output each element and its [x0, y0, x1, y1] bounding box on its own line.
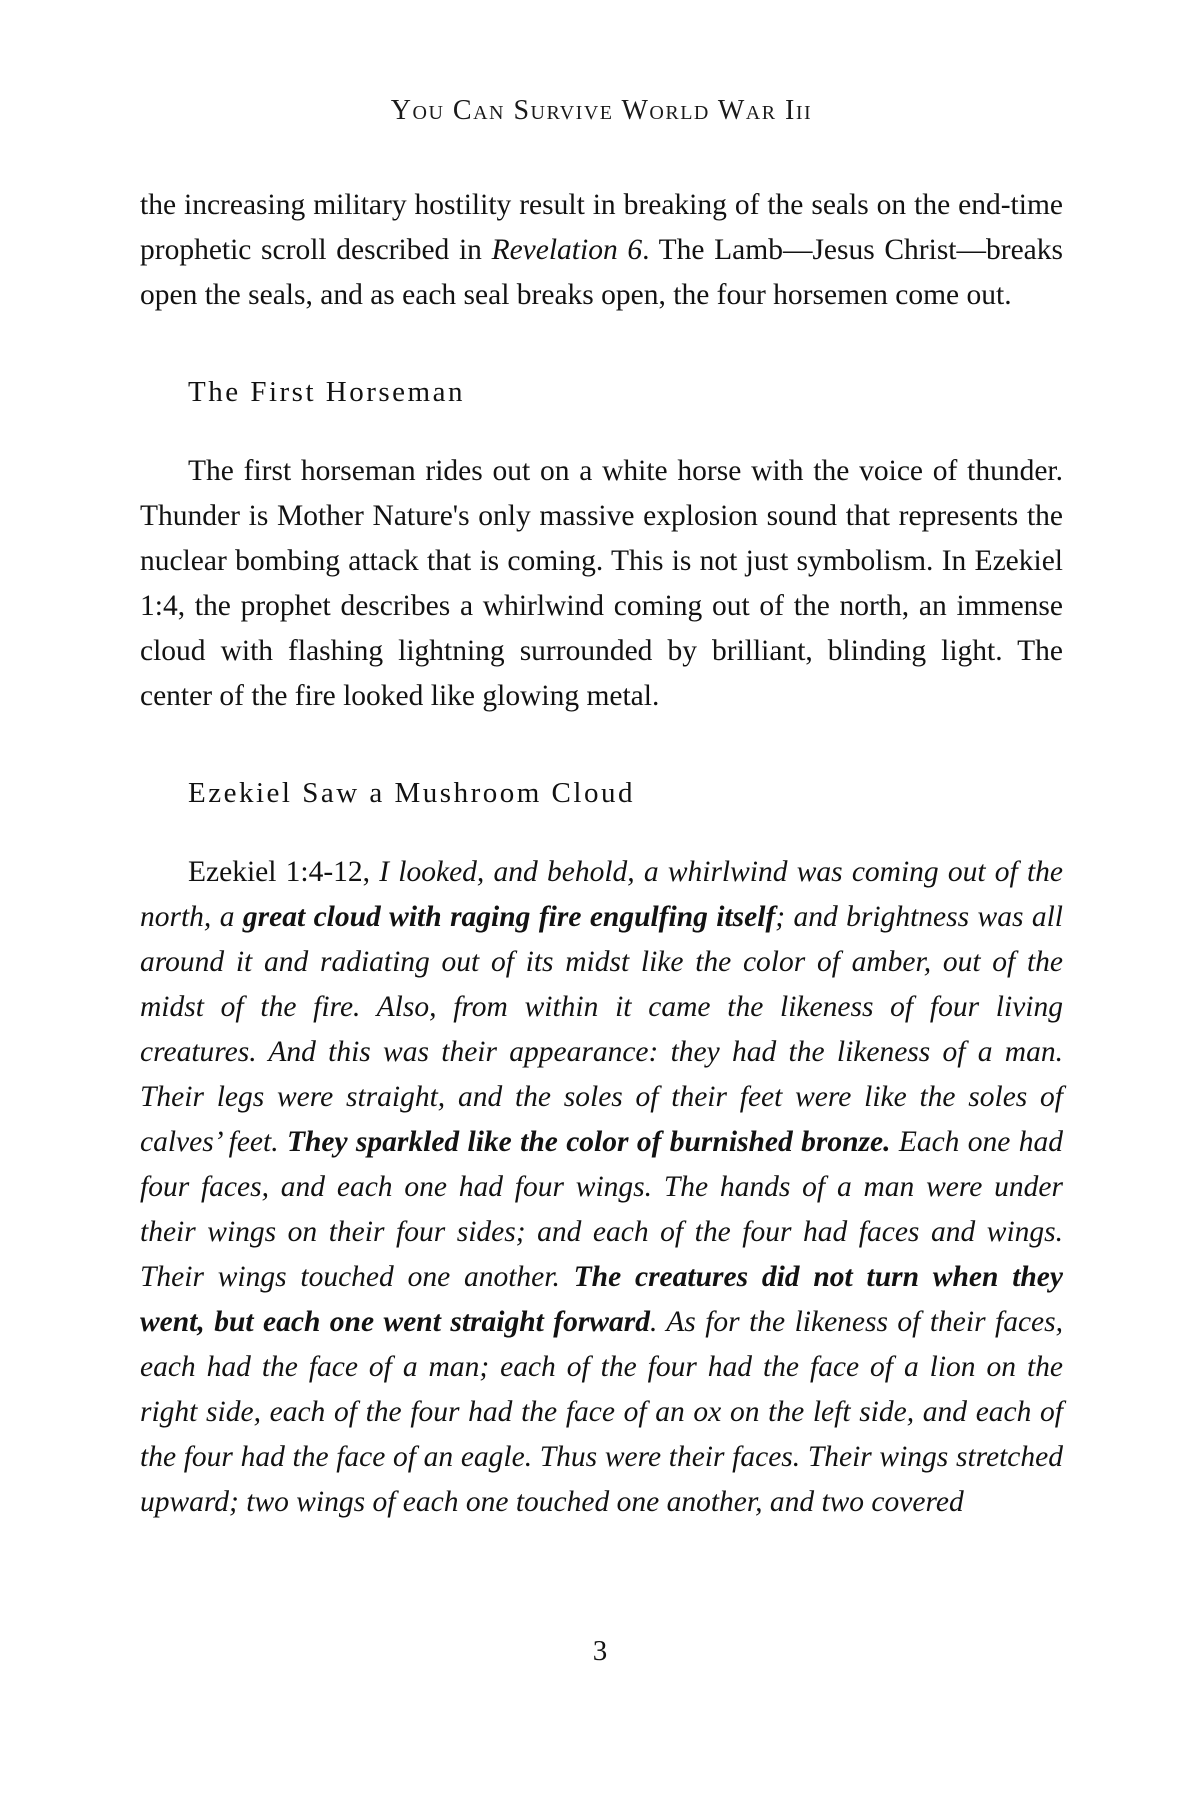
text-segment-italic: Each one had four faces, and each one had four wings. The hands of a man were under their wings on their four sides; and each of the four had faces and wings. Their wings touched one another. — [140, 1126, 1063, 1293]
section-heading-mushroom-cloud: Ezekiel Saw a Mushroom Cloud — [188, 777, 635, 809]
scripture-quote-ezekiel — [140, 850, 1063, 1525]
paragraph-first-horseman — [140, 449, 1063, 719]
text-segment-roman: Ezekiel 1:4-12, — [188, 856, 380, 888]
text-segment-italic: ; and brightness was all around it and radiating out of its midst like the color of amber, out of the midst of the fire. Also, from within it came the likeness of four living creatures. And this was their appearance: they had the likeness of a man. Their legs were straight, and the soles of their feet were like the soles of calves’ feet. — [140, 901, 1063, 1158]
text-segment-bold-italic: The creatures did not turn when they went, but each one went straight forward — [140, 1261, 1063, 1338]
running-header: You Can Survive World War Iii — [390, 95, 813, 126]
page-number: 3 — [592, 1635, 608, 1667]
text-segment-roman: . The Lamb—Jesus Christ—breaks open the seals, and as each seal breaks open, the four horsemen come out. — [140, 234, 1063, 311]
text-segment-italic: I looked, and behold, a whirlwind was coming out of the north, a — [140, 856, 1063, 933]
text-segment-bold-italic: They sparkled like the color of burnished bronze. — [286, 1126, 891, 1158]
text-segment-italic: Revelation 6 — [491, 234, 643, 266]
text-segment-italic: . As for the likeness of their faces, each had the face of a man; each of the four had the face of a lion on the right side, each of the four had the face of an ox on the left side, and each of the four had the face of an eagle. Thus were their faces. Their wings stretched upward; two wings of each one touched one another, and two covered — [140, 1306, 1063, 1518]
body-copy — [140, 183, 1063, 1525]
text-segment-roman: The first horseman rides out on a white horse with the voice of thunder. Thunder is Mother Nature's only massive explosion sound that represents the nuclear bombing attack that is coming. This is not just symbolism. In Ezekiel 1:4, the prophet describes a whirlwind coming out of the north, an immense cloud with flashing lightning surrounded by brilliant, blinding light. The center of the fire looked like glowing metal. — [140, 455, 1063, 712]
text-segment-roman: the increasing military hostility result in breaking of the seals on the end-time prophetic scroll described in — [140, 189, 1063, 266]
paragraph-intro — [140, 183, 1063, 318]
text-segment-bold-italic: great cloud with raging fire engulfing itself — [242, 901, 776, 933]
section-heading-first-horseman: The First Horseman — [188, 376, 465, 408]
